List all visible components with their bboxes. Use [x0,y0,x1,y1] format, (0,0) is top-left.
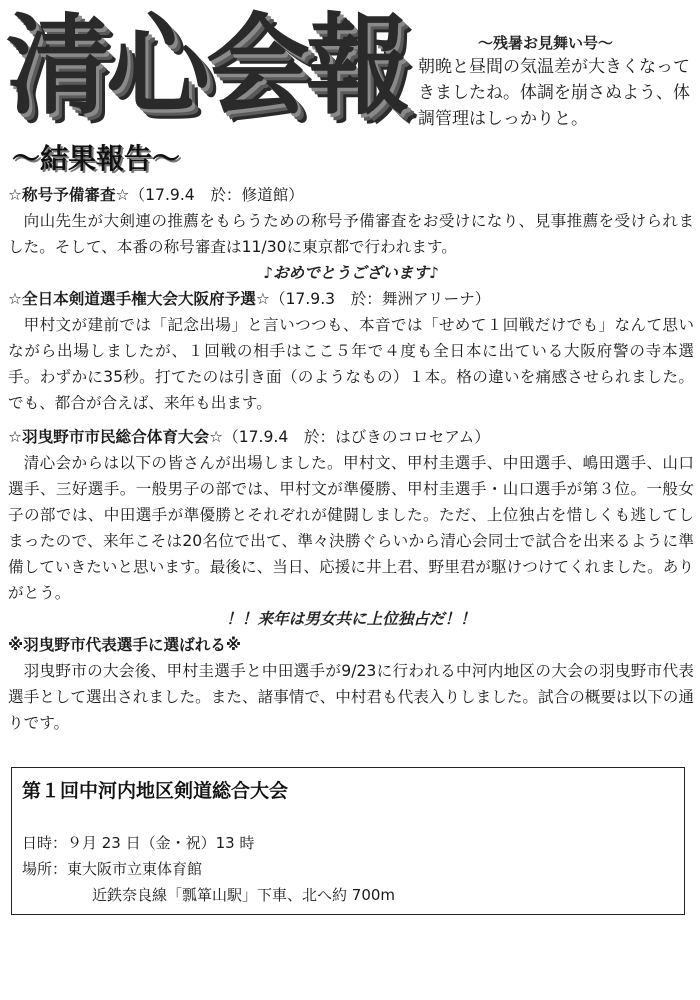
article-cheer: ♪おめでとうございます♪ [263,264,439,282]
article-meta: （17.9.4 於：修道館） [129,186,304,204]
issue-name: ～残暑お見舞い号～ [478,34,614,52]
article-heading-text: ☆羽曳野市市民総合体育大会☆ [8,428,224,446]
tournament-place: 場所：東大阪市立東体育館 [22,860,203,878]
article-heading [8,632,694,658]
article-body: 甲村文が建前では「記念出場」と言いつつも、本音では「せめて１回戦だけでも」なんて思いながら出場しましたが、１回戦の相手はここ５年で４度も全日本に出ている大阪府警の寺本選手。わずかに35秒。打てたのは引き面（のようなもの）１本。格の違いを痛感させられました。でも、都合が合えば、来年も出ます。 [8,316,694,412]
article-city-representatives [8,632,694,736]
newsletter-title: 清心会報 [6,0,407,130]
article-heading-text: ☆称号予備審査☆ [8,186,130,204]
article-heading [8,182,694,208]
article-heading [8,424,694,450]
article-heading [8,286,694,312]
article-meta: （17.9.3 於：舞洲アリーナ） [269,290,491,308]
article-heading-text: ☆全日本剣道選手権大会大阪府予選☆ [8,290,270,308]
article-citizens-tournament [8,424,694,632]
article-meta: （17.9.4 於：はびきのコロセアム） [223,428,490,446]
article-title-review [8,182,694,286]
article-kendo-championship [8,286,694,416]
article-heading-text: ※羽曳野市代表選手に選ばれる※ [8,636,242,654]
article-cheer: ！！来年は男女共に上位独占だ！！ [226,610,476,628]
article-body: 羽曳野市の大会後、甲村圭選手と中田選手が9/23に行われる中河内地区の大会の羽曳野市代表選手として選出されました。また、諸事情で、中村君も代表入りしました。試合の概要は以下の通りです。 [8,662,694,732]
tournament-title: 第１回中河内地区剣道総合大会 [22,780,289,802]
section-header: ～結果報告～ [12,142,181,175]
tournament-access: 近鉄奈良線「瓢箪山駅」下車、北へ約 700m [92,886,396,904]
article-body: 向山先生が大剣連の推薦をもらうための称号予備審査をお受けになり、見事推薦を受けられました。そして、本番の称号審査は11/30に東京都で行われます。 [8,212,694,256]
greeting-text: 朝晩と昼間の気温差が大きくなってきましたね。体調を崩さぬよう、体調管理はしっかりと。 [418,57,690,129]
tournament-info-box [11,767,685,915]
masthead [6,0,416,134]
article-body: 清心会からは以下の皆さんが出場しました。甲村文、甲村圭選手、中田選手、嶋田選手、山口選手、三好選手。一般男子の部では、甲村文が準優勝、甲村圭選手・山口選手が第３位。一般女子の部では、中田選手が準優勝とそれぞれが健闘しました。ただ、上位独占を惜しくも逃してしまったので、来年こそは20名位で出て、準々決勝ぐらいから清心会同士で試合を出来るように準備していきたいと思います。最後に、当日、応援に井上君、野里君が駆けつけてくれました。ありがとう。 [8,454,694,602]
tournament-date: 日時：９月 23 日（金・祝）13 時 [22,834,255,852]
